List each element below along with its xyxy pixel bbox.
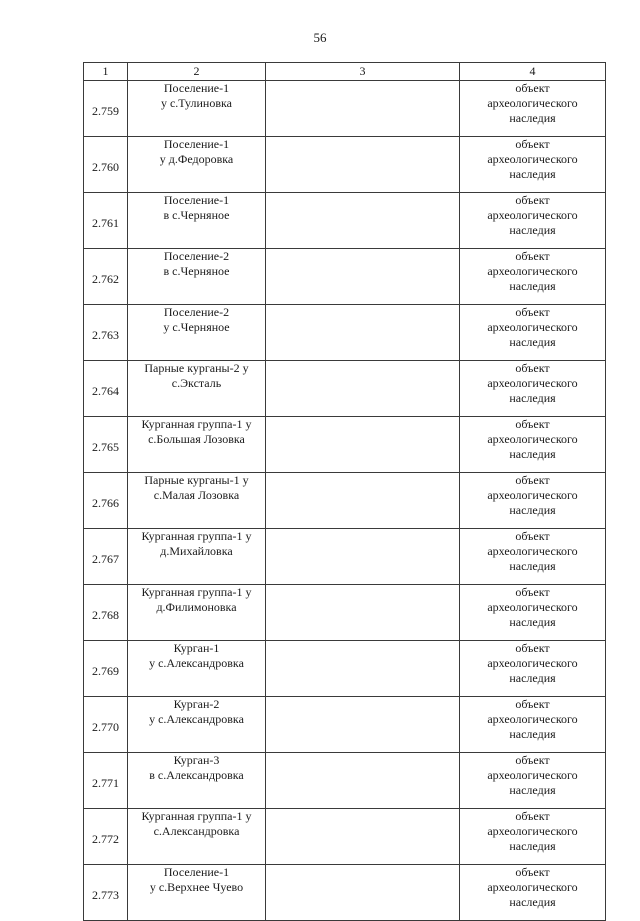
object-name-line: в с.Александровка bbox=[149, 768, 244, 782]
column-3-cell bbox=[266, 137, 460, 193]
object-type-line: археологического bbox=[487, 320, 578, 334]
object-name-cell bbox=[128, 361, 266, 417]
object-name-line: д.Михайловка bbox=[160, 544, 233, 558]
object-type-cell bbox=[460, 585, 606, 641]
column-3-cell bbox=[266, 81, 460, 137]
table-row bbox=[84, 137, 606, 193]
column-3-cell bbox=[266, 865, 460, 921]
object-name-line: Поселение-2 bbox=[163, 305, 230, 319]
object-name-line: с.Александровка bbox=[153, 824, 240, 838]
object-name-line: Курганная группа-1 у bbox=[141, 809, 252, 823]
column-header-3: 3 bbox=[266, 63, 460, 81]
object-type-line: археологического bbox=[487, 824, 578, 838]
column-3-cell bbox=[266, 361, 460, 417]
row-number: 2.768 bbox=[84, 585, 128, 641]
object-type-line: наследия bbox=[509, 447, 556, 461]
object-name-cell bbox=[128, 641, 266, 697]
object-type-line: археологического bbox=[487, 152, 578, 166]
object-type-cell bbox=[460, 529, 606, 585]
object-name-cell bbox=[128, 81, 266, 137]
object-type-line: объект bbox=[515, 81, 550, 95]
object-name-line: в с.Черняное bbox=[163, 264, 230, 278]
object-type-line: объект bbox=[515, 865, 550, 879]
column-3-cell bbox=[266, 417, 460, 473]
object-name-line: в с.Черняное bbox=[163, 208, 230, 222]
object-name-line: Курганная группа-1 у bbox=[141, 585, 252, 599]
column-3-cell bbox=[266, 193, 460, 249]
column-3-cell bbox=[266, 305, 460, 361]
object-type-line: археологического bbox=[487, 264, 578, 278]
object-name-line: Поселение-1 bbox=[163, 81, 230, 95]
object-type-line: археологического bbox=[487, 208, 578, 222]
row-number: 2.772 bbox=[84, 809, 128, 865]
object-type-cell bbox=[460, 809, 606, 865]
object-type-line: объект bbox=[515, 417, 550, 431]
column-header-4: 4 bbox=[460, 63, 606, 81]
object-name-cell bbox=[128, 305, 266, 361]
object-name-cell bbox=[128, 585, 266, 641]
object-type-line: наследия bbox=[509, 503, 556, 517]
object-name-line: у с.Черняное bbox=[163, 320, 230, 334]
column-3-cell bbox=[266, 473, 460, 529]
object-name-line: Парные курганы-1 у bbox=[144, 473, 249, 487]
table-row bbox=[84, 865, 606, 921]
object-type-cell bbox=[460, 865, 606, 921]
row-number: 2.770 bbox=[84, 697, 128, 753]
object-type-line: объект bbox=[515, 193, 550, 207]
object-type-line: археологического bbox=[487, 880, 578, 894]
row-number: 2.762 bbox=[84, 249, 128, 305]
page-number: 56 bbox=[313, 30, 327, 45]
object-name-cell bbox=[128, 809, 266, 865]
object-name-cell bbox=[128, 753, 266, 809]
object-type-cell bbox=[460, 753, 606, 809]
object-type-line: археологического bbox=[487, 376, 578, 390]
object-type-cell bbox=[460, 473, 606, 529]
row-number: 2.769 bbox=[84, 641, 128, 697]
object-type-line: археологического bbox=[487, 432, 578, 446]
object-type-line: объект bbox=[515, 697, 550, 711]
row-number: 2.761 bbox=[84, 193, 128, 249]
object-name-line: Курганная группа-1 у bbox=[141, 529, 252, 543]
object-name-line: Поселение-1 bbox=[163, 193, 230, 207]
table-row bbox=[84, 697, 606, 753]
table-row bbox=[84, 753, 606, 809]
object-name-cell bbox=[128, 865, 266, 921]
object-name-line: с.Большая Лозовка bbox=[148, 432, 245, 446]
object-name-cell bbox=[128, 417, 266, 473]
row-number: 2.760 bbox=[84, 137, 128, 193]
object-type-line: наследия bbox=[509, 559, 556, 573]
object-type-line: наследия bbox=[509, 839, 556, 853]
table-row bbox=[84, 193, 606, 249]
column-3-cell bbox=[266, 697, 460, 753]
object-type-line: объект bbox=[515, 529, 550, 543]
object-name-line: Курган-3 bbox=[173, 753, 220, 767]
object-name-cell bbox=[128, 529, 266, 585]
object-type-line: археологического bbox=[487, 768, 578, 782]
column-3-cell bbox=[266, 249, 460, 305]
object-name-line: Курган-2 bbox=[173, 697, 220, 711]
table-header-row bbox=[84, 63, 606, 81]
object-type-line: наследия bbox=[509, 335, 556, 349]
object-type-line: наследия bbox=[509, 727, 556, 741]
column-3-cell bbox=[266, 585, 460, 641]
object-name-cell bbox=[128, 193, 266, 249]
object-type-line: наследия bbox=[509, 223, 556, 237]
row-number: 2.763 bbox=[84, 305, 128, 361]
object-type-cell bbox=[460, 641, 606, 697]
object-type-line: наследия bbox=[509, 671, 556, 685]
row-number: 2.766 bbox=[84, 473, 128, 529]
object-type-line: археологического bbox=[487, 488, 578, 502]
table-row bbox=[84, 641, 606, 697]
object-name-line: с.Эксталь bbox=[171, 376, 222, 390]
object-name-line: у с.Александровка bbox=[149, 712, 244, 726]
object-name-line: у с.Верхнее Чуево bbox=[149, 880, 244, 894]
object-name-line: у д.Федоровка bbox=[159, 152, 234, 166]
object-type-line: объект bbox=[515, 753, 550, 767]
table-row bbox=[84, 249, 606, 305]
object-type-cell bbox=[460, 697, 606, 753]
object-name-line: с.Малая Лозовка bbox=[153, 488, 240, 502]
object-type-line: археологического bbox=[487, 656, 578, 670]
table-row bbox=[84, 809, 606, 865]
table-row bbox=[84, 305, 606, 361]
table-row bbox=[84, 417, 606, 473]
object-type-line: наследия bbox=[509, 391, 556, 405]
column-header-1: 1 bbox=[84, 63, 128, 81]
object-type-line: наследия bbox=[509, 167, 556, 181]
object-type-line: наследия bbox=[509, 615, 556, 629]
object-type-line: объект bbox=[515, 641, 550, 655]
row-number: 2.759 bbox=[84, 81, 128, 137]
row-number: 2.767 bbox=[84, 529, 128, 585]
column-3-cell bbox=[266, 641, 460, 697]
object-name-line: д.Филимоновка bbox=[156, 600, 237, 614]
object-type-line: объект bbox=[515, 473, 550, 487]
column-3-cell bbox=[266, 809, 460, 865]
table-row bbox=[84, 529, 606, 585]
row-number: 2.764 bbox=[84, 361, 128, 417]
column-3-cell bbox=[266, 529, 460, 585]
object-name-cell bbox=[128, 473, 266, 529]
column-header-2: 2 bbox=[128, 63, 266, 81]
object-name-cell bbox=[128, 249, 266, 305]
object-type-line: объект bbox=[515, 361, 550, 375]
object-type-line: археологического bbox=[487, 96, 578, 110]
object-type-cell bbox=[460, 193, 606, 249]
object-type-cell bbox=[460, 361, 606, 417]
object-type-line: археологического bbox=[487, 544, 578, 558]
row-number: 2.771 bbox=[84, 753, 128, 809]
object-name-cell bbox=[128, 137, 266, 193]
table-row bbox=[84, 81, 606, 137]
object-name-cell bbox=[128, 697, 266, 753]
object-type-cell bbox=[460, 137, 606, 193]
object-name-line: Курганная группа-1 у bbox=[141, 417, 252, 431]
object-type-line: объект bbox=[515, 137, 550, 151]
heritage-table bbox=[83, 62, 606, 921]
table-row bbox=[84, 585, 606, 641]
object-type-cell bbox=[460, 249, 606, 305]
object-name-line: Поселение-1 bbox=[163, 865, 230, 879]
object-type-cell bbox=[460, 417, 606, 473]
row-number: 2.765 bbox=[84, 417, 128, 473]
column-3-cell bbox=[266, 753, 460, 809]
object-type-line: наследия bbox=[509, 783, 556, 797]
object-name-line: Поселение-1 bbox=[163, 137, 230, 151]
object-type-line: объект bbox=[515, 249, 550, 263]
object-name-line: у с.Александровка bbox=[149, 656, 244, 670]
object-type-line: археологического bbox=[487, 600, 578, 614]
object-name-line: Парные курганы-2 у bbox=[144, 361, 249, 375]
table-row bbox=[84, 361, 606, 417]
object-type-cell bbox=[460, 305, 606, 361]
object-type-line: объект bbox=[515, 809, 550, 823]
object-type-cell bbox=[460, 81, 606, 137]
table-row bbox=[84, 473, 606, 529]
object-name-line: Поселение-2 bbox=[163, 249, 230, 263]
object-name-line: у с.Тулиновка bbox=[160, 96, 232, 110]
object-type-line: наследия bbox=[509, 279, 556, 293]
object-type-line: наследия bbox=[509, 111, 556, 125]
object-type-line: наследия bbox=[509, 895, 556, 909]
object-name-line: Курган-1 bbox=[173, 641, 220, 655]
object-type-line: объект bbox=[515, 305, 550, 319]
object-type-line: археологического bbox=[487, 712, 578, 726]
row-number: 2.773 bbox=[84, 865, 128, 921]
object-type-line: объект bbox=[515, 585, 550, 599]
